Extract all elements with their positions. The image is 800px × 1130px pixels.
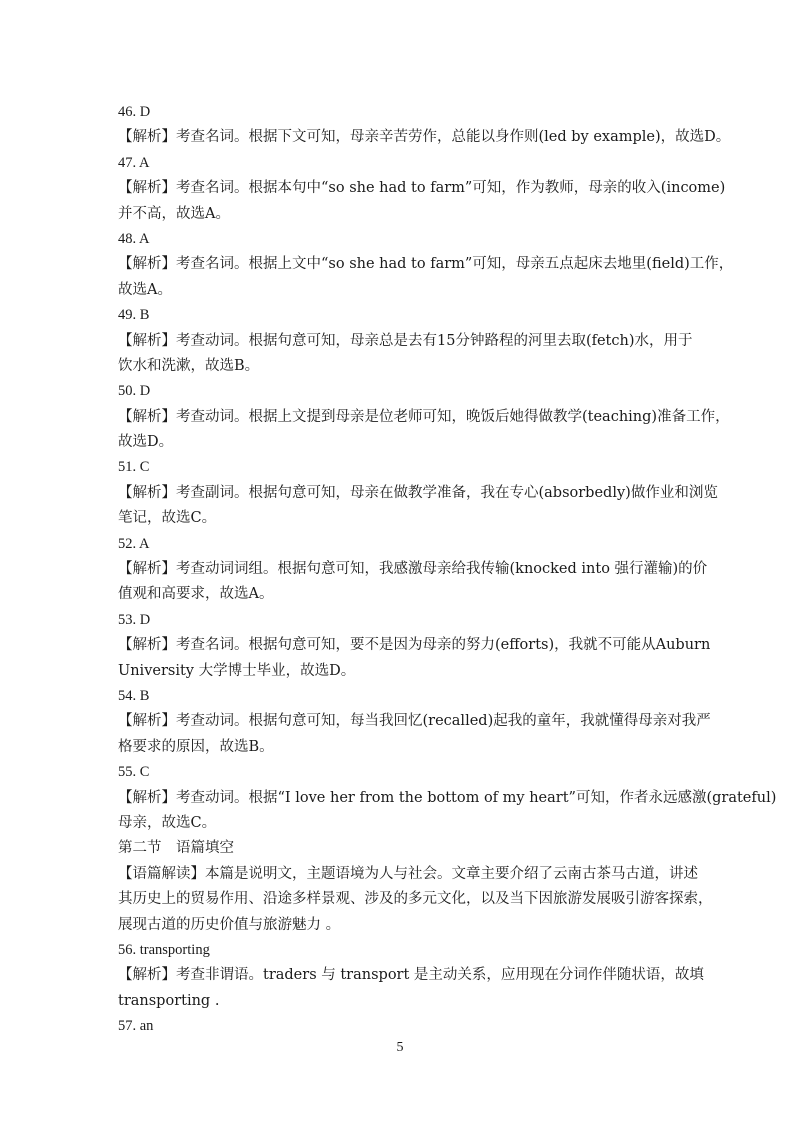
explanation-line: 【解析】考查动词。根据句意可知，母亲总是去有15分钟路程的河里去取(fetch)水，用于 — [118, 332, 693, 349]
answer-number: 52. A — [118, 535, 150, 552]
answer-number: 49. B — [118, 307, 150, 324]
explanation-line: 【解析】考查动词。根据上文提到母亲是位老师可知，晚饭后她得做教学(teaching)准备工作， — [118, 408, 730, 425]
explanation-line: transporting . — [118, 992, 220, 1009]
explanation-line: 【解析】考查名词。根据句意可知，要不是因为母亲的努力(efforts)，我就不可能从Auburn — [118, 637, 711, 654]
explanation-line: 展现古道的历史价值与旅游魅力 。 — [118, 916, 341, 933]
answer-number: 48. A — [118, 230, 150, 247]
explanation-line: University 大学博士毕业，故选D。 — [118, 662, 356, 679]
explanation-line: 并不高，故选A。 — [118, 205, 230, 222]
answer-number: 57. an — [118, 1018, 154, 1035]
answer-number: 50. D — [118, 383, 151, 400]
explanation-line: 故选D。 — [118, 434, 174, 451]
explanation-line: 【解析】考查动词。根据“I love her from the bottom of my heart”可知，作者永远感激(grateful) — [118, 789, 777, 806]
explanation-line: 其历史上的贸易作用、沿途多样景观、涉及的多元文化，以及当下因旅游发展吸引游客探索， — [118, 891, 713, 908]
explanation-line: 【解析】考查动词词组。根据句意可知，我感激母亲给我传输(knocked into 强行灌输)的价 — [118, 561, 708, 578]
explanation-line: 【解析】考查名词。根据下文可知，母亲辛苦劳作，总能以身作则(led by example)，故选D。 — [118, 129, 731, 146]
answer-number: 51. C — [118, 459, 150, 476]
answer-lines — [118, 100, 777, 1039]
explanation-line: 【解析】考查名词。根据上文中“so she had to farm”可知，母亲五点起床去地里(field)工作， — [118, 256, 734, 273]
answer-number: 53. D — [118, 611, 151, 628]
answer-number: 47. A — [118, 154, 150, 171]
answer-number: 46. D — [118, 104, 151, 120]
answer-number: 55. C — [118, 764, 150, 781]
explanation-line: 笔记，故选C。 — [118, 510, 217, 527]
explanation-line: 【解析】考查副词。根据句意可知，母亲在做教学准备，我在专心(absorbedly)做作业和浏览 — [118, 484, 718, 501]
explanation-line: 母亲，故选C。 — [118, 814, 217, 831]
explanation-line: 饮水和洗漱，故选B。 — [118, 357, 260, 374]
explanation-line: 故选A。 — [118, 281, 172, 298]
explanation-line: 【解析】考查名词。根据本句中“so she had to farm”可知，作为教师，母亲的收入(income) — [118, 180, 726, 197]
explanation-line: 第二节 语篇填空 — [118, 840, 234, 857]
explanation-line: 值观和高要求，故选A。 — [118, 586, 274, 603]
explanation-line: 【语篇解读】本篇是说明文，主题语境为人与社会。文章主要介绍了云南古茶马古道，讲述 — [118, 865, 698, 882]
explanation-line: 【解析】考查动词。根据句意可知，每当我回忆(recalled)起我的童年，我就懂得母亲对我严 — [118, 713, 711, 730]
answer-number: 54. B — [118, 687, 150, 704]
page-number: 5 — [396, 1040, 404, 1055]
answer-number: 56. transporting — [118, 941, 210, 958]
answer-sheet-page — [118, 100, 777, 1039]
explanation-line: 格要求的原因，故选B。 — [118, 738, 274, 755]
explanation-line: 【解析】考查非谓语。traders 与 transport 是主动关系，应用现在分词作伴随状语，故填 — [118, 967, 704, 984]
